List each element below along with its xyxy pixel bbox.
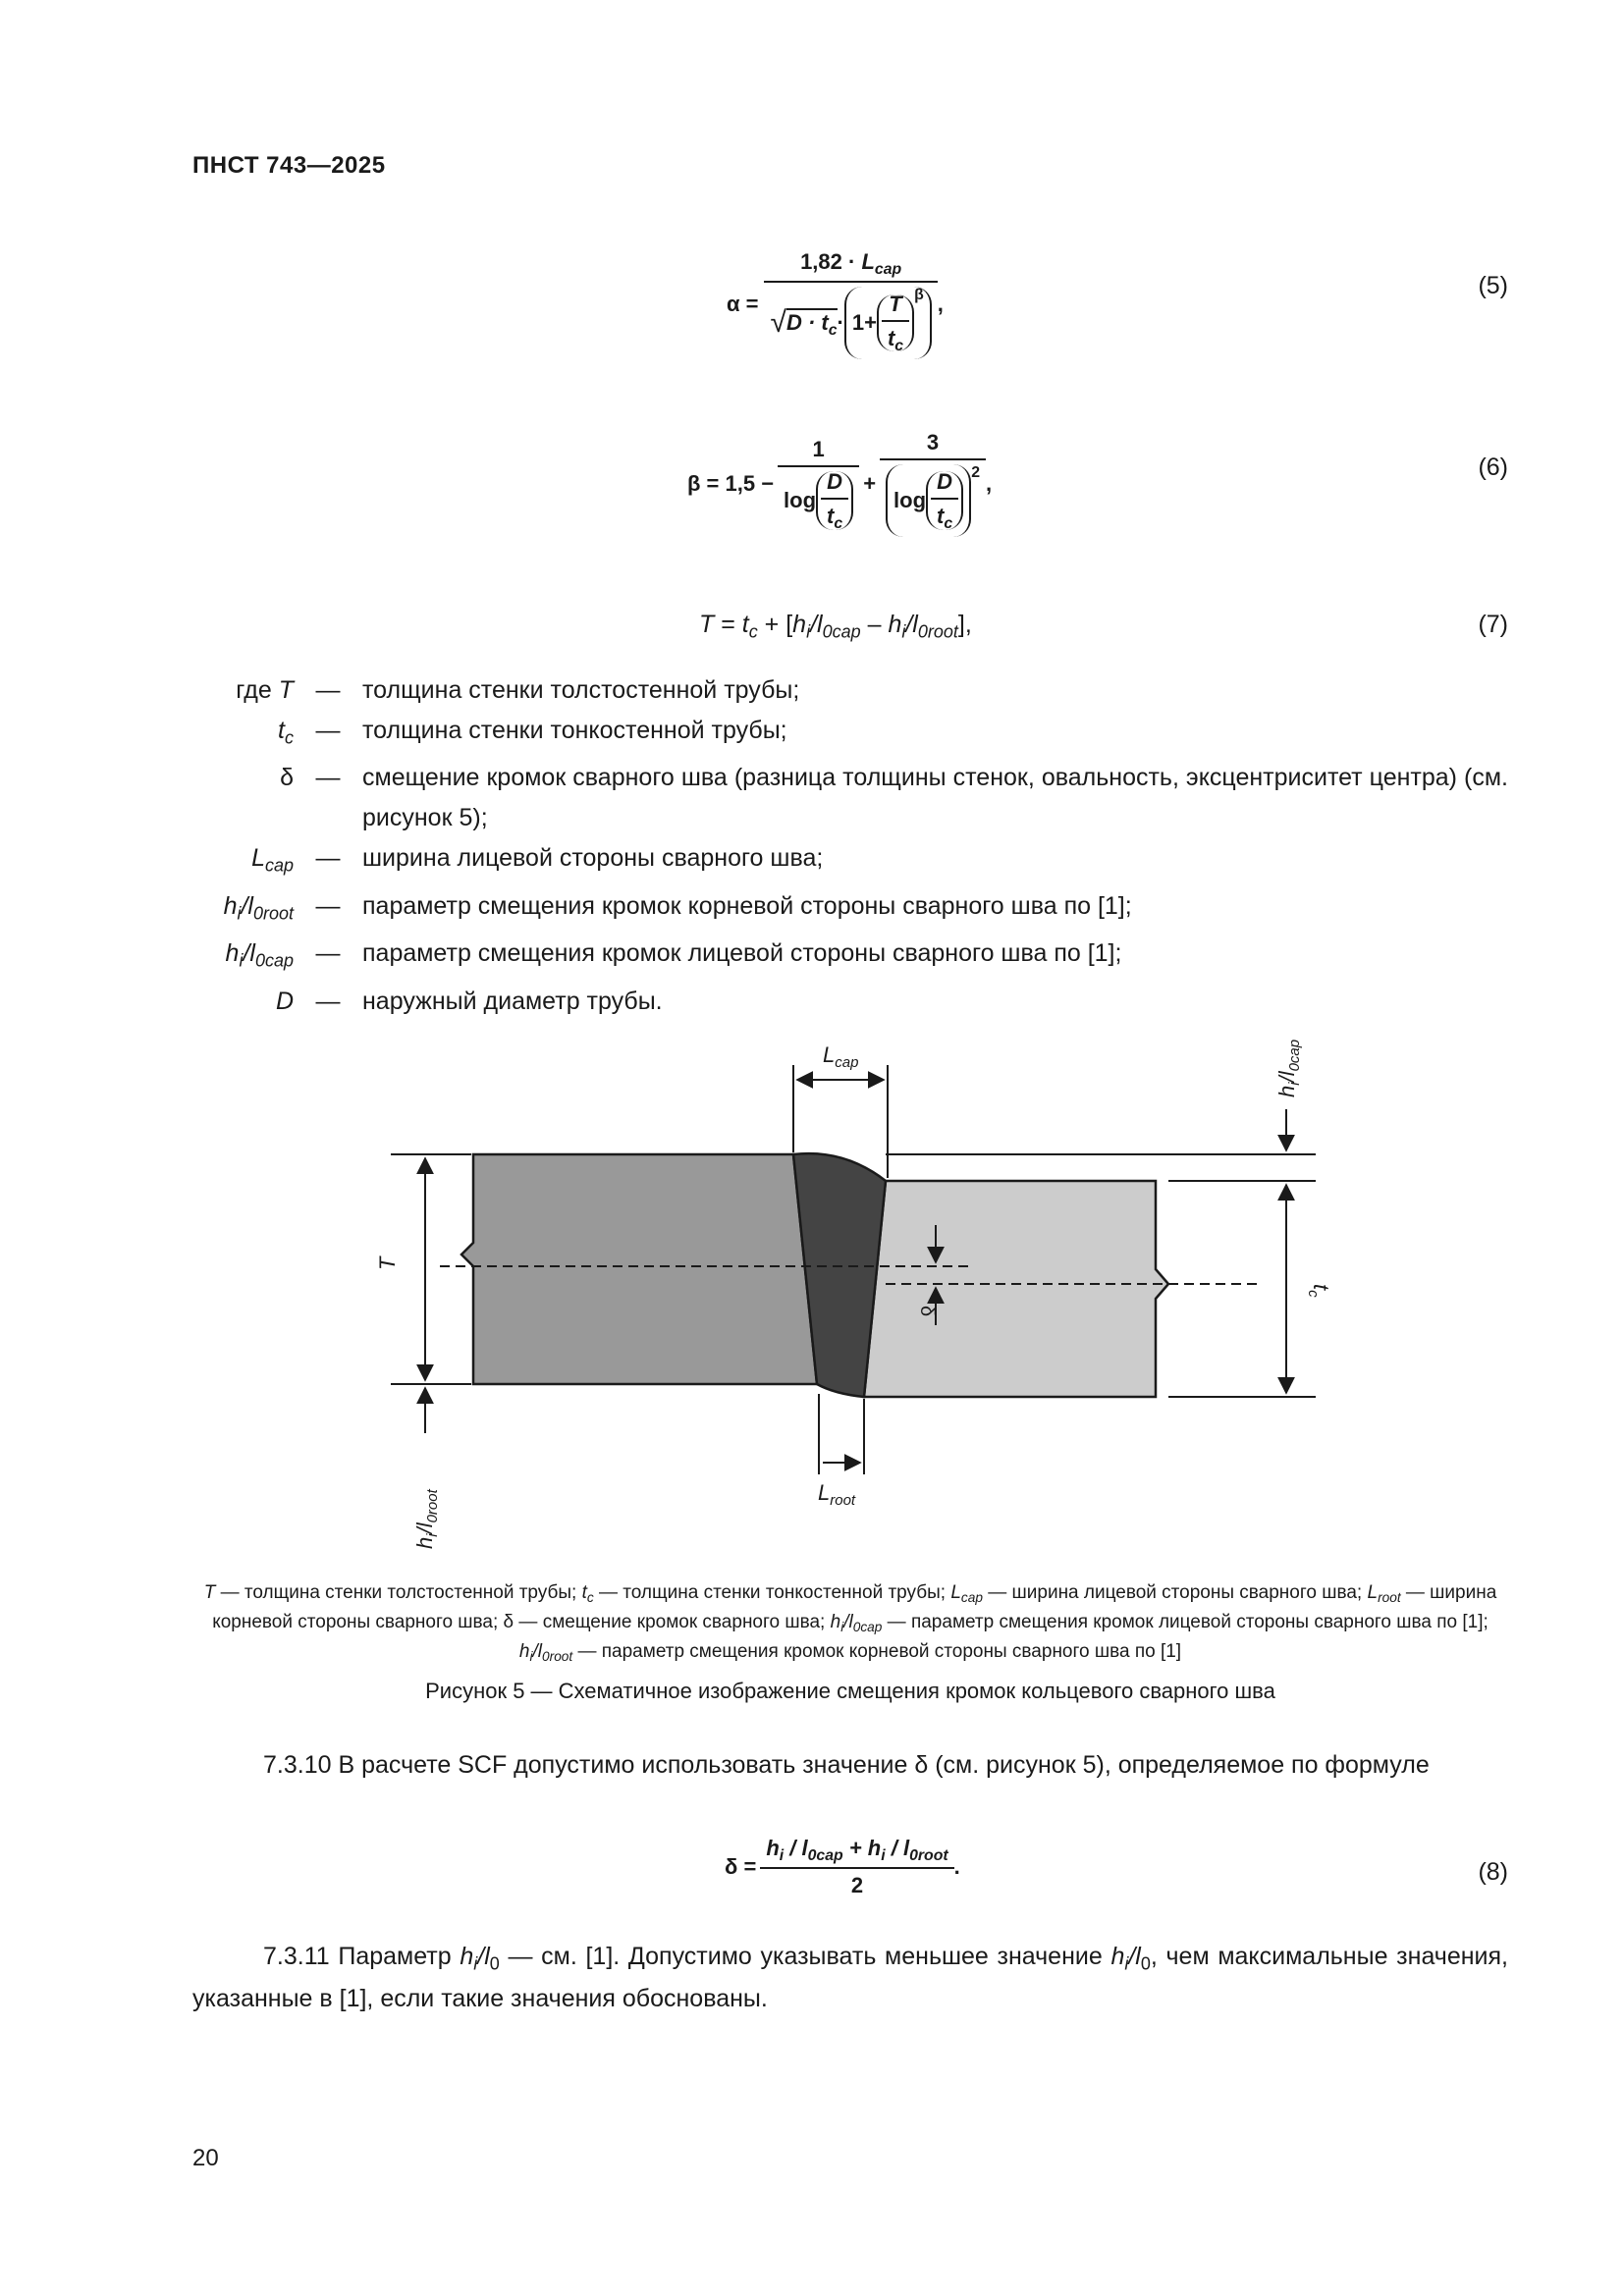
- document-header: ПНСТ 743—2025: [192, 152, 386, 179]
- list-item: $L_{cap}$ — ширина лицевой стороны сварного шва;: [251, 844, 824, 876]
- thick-pipe-section: [461, 1154, 817, 1384]
- label-tc: $t_c$: [1305, 1284, 1333, 1298]
- formula-5-fraction: $1,82 \cdot L_{cap}$ √ $D \cdot t_c$ · 1+ $\frac{T}{t_c}$ $^\beta$: [764, 249, 937, 360]
- list-item: δ — смещение кромок сварного шва (разница толщины стенок, овальность, эксцентриситет центра) (см. рисунок 5);: [280, 764, 1508, 832]
- equation-number-5: (5): [1478, 272, 1508, 299]
- list-item: $h_i/l_{0cap}$ — параметр смещения кромок лицевой стороны сварного шва по [1];: [225, 939, 1122, 971]
- paragraph-7-3-11: 7.3.11 Параметр $h_i/l_0$ — см. [1]. Допустимо указывать меньшее значение $h_i/l_0$, чем максимальные значения, указанные в [1], если такие значения обоснованы.: [192, 1943, 1508, 2013]
- equation-number-7: (7): [1478, 611, 1508, 638]
- label-Lcap: $L_{cap}$: [823, 1042, 859, 1071]
- page-number: 20: [192, 2145, 219, 2171]
- label-hroot: $h_i/l_{0root}$: [412, 1489, 441, 1549]
- formula-6: β = 1,5 − 1 log $\frac{D}{t_c}$ + 3 log $\frac{D}{t_c}$ $^2$ ,: [687, 417, 992, 550]
- equation-number-6: (6): [1478, 454, 1508, 481]
- formula-7: $T = t_c + [h_i/l_{0cap} - h_i/l_{0root}]$,: [699, 611, 972, 642]
- label-hcap: $h_i/l_{0cap}$: [1274, 1039, 1303, 1097]
- list-item: $h_i/l_{0root}$ — параметр смещения кромок корневой стороны сварного шва по [1];: [223, 891, 1132, 924]
- list-item: $t_c$ — толщина стенки тонкостенной трубы;: [278, 717, 787, 748]
- equation-number-8: (8): [1478, 1858, 1508, 1886]
- formula-5: α = $1,82 \cdot L_{cap}$ √ $D \cdot t_c$ · 1+ $\frac{T}{t_c}$ $^\beta$ ,: [727, 236, 944, 373]
- paragraph-7-3-10: 7.3.10 В расчете SCF допустимо использовать значение δ (см. рисунок 5), определяемое по формуле: [263, 1751, 1430, 1779]
- figure-title: Рисунок 5 — Схематичное изображение смещения кромок кольцевого сварного шва: [425, 1679, 1275, 1703]
- formula-8: δ = $\frac{h_i / l_{0cap} + h_i / l_{0root}}{2}$ .: [725, 1835, 960, 1898]
- figure-legend: T — толщина стенки толстостенной трубы; $t_c$ — толщина стенки тонкостенной трубы; $L_{cap}$ — ширина лицевой стороны сварного шва; $L_{root}$ — ширина корневой стороны сварного шва; δ — смещение кромок сварного шва; $h_i/l_{0cap}$ — параметр смещения кромок лицевой стороны сварного шва по [1]; $h_i/l_{0root}$ — параметр смещения кромок корневой стороны сварного шва по [1]: [203, 1582, 1497, 1665]
- label-delta: δ: [916, 1306, 938, 1317]
- list-item: D — наружный диаметр трубы.: [275, 987, 663, 1015]
- list-item: где T — толщина стенки толстостенной трубы;: [236, 676, 800, 704]
- label-T: T: [375, 1256, 400, 1270]
- label-Lroot: $L_{root}$: [818, 1480, 856, 1509]
- thin-pipe-section: [864, 1181, 1168, 1397]
